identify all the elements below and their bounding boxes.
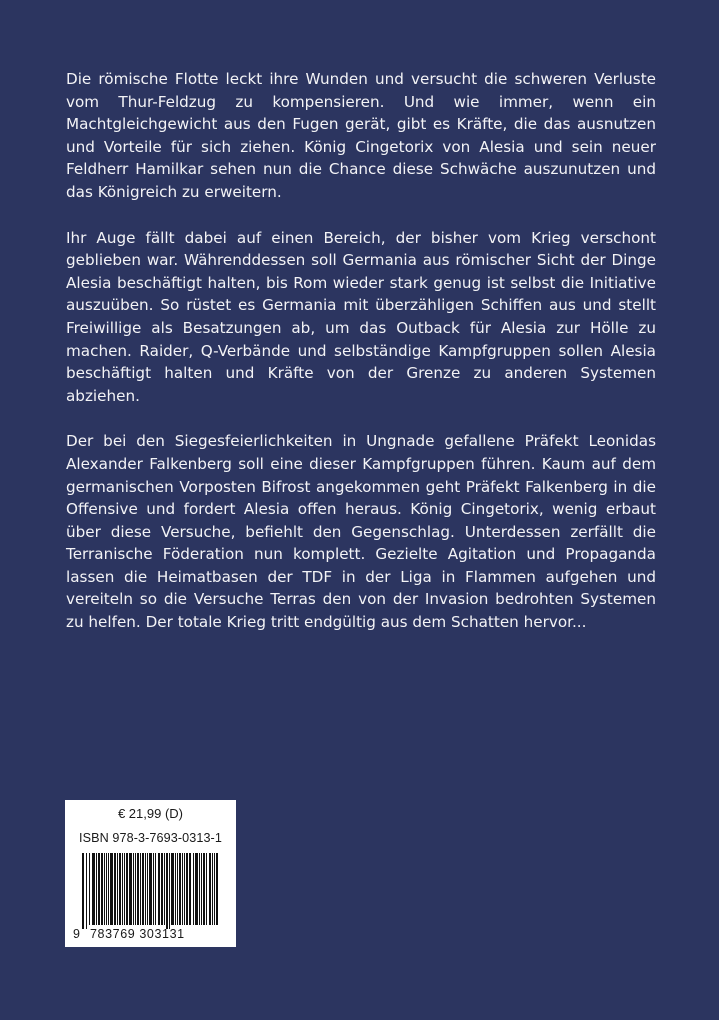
price-text: € 21,99 (D) [117,806,184,821]
back-cover-blurb [66,68,656,657]
barcode-first-digit: 9 [73,927,81,941]
barcode-number: 783769 303131 [90,927,185,941]
barcode-digits [65,927,236,945]
blurb-paragraph-3: Der bei den Siegesfeierlichkeiten in Ungnade gefallene Präfekt Leonidas Alexander Falkenberg soll eine dieser Kampfgruppen führen. Kaum auf dem germanischen Vorposten Bifrost angekommen geht Präfekt Falkenberg in die Offensive und fordert Alesia offen heraus. König Cingetorix, wenig erbaut über diese Versuche, befiehlt den Gegenschlag. Unterdessen zerfällt die Terranische Föderation nun komplett. Gezielte Agitation und Propaganda lassen die Heimatbasen der TDF in der Liga in Flammen aufgehen und vereiteln so die Versuche Terras den von der Invasion bedrohten Systemen zu helfen. Der totale Krieg tritt endgültig aus dem Schatten hervor... [66,432,656,632]
blurb-paragraph-2: Ihr Auge fällt dabei auf einen Bereich, der bisher vom Krieg verschont geblieben war. Währenddessen soll Germania aus römischer Sicht der Dinge Alesia beschäftigt halten, bis Rom wieder stark genug ist selbst die Initiative auszuüben. So rüstet es Germania mit überzähligen Schiffen aus und stellt Freiwillige als Besatzungen ab, um das Outback für Alesia zur Hölle zu machen. Raider, Q-Verbände und selbständige Kampfgruppen sollen Alesia beschäftigt halten und Kräfte von der Grenze zu anderen Systemen abziehen. [66,228,656,405]
isbn-text: ISBN 978-3-7693-0313-1 [79,831,222,845]
barcode-image [82,853,219,929]
price-isbn-label [65,800,236,947]
blurb-paragraph-1: Die römische Flotte leckt ihre Wunden und versucht die schweren Verluste vom Thur-Feldzug zu kompensieren. Und wie immer, wenn ein Machtgleichgewicht aus den Fugen gerät, gibt es Kräfte, die das ausnutzen und Vorteile für sich ziehen. König Cingetorix von Alesia und sein neuer Feldherr Hamilkar sehen nun die Chance diese Schwäche auszunutzen und das Königreich zu erweitern. [66,70,656,201]
